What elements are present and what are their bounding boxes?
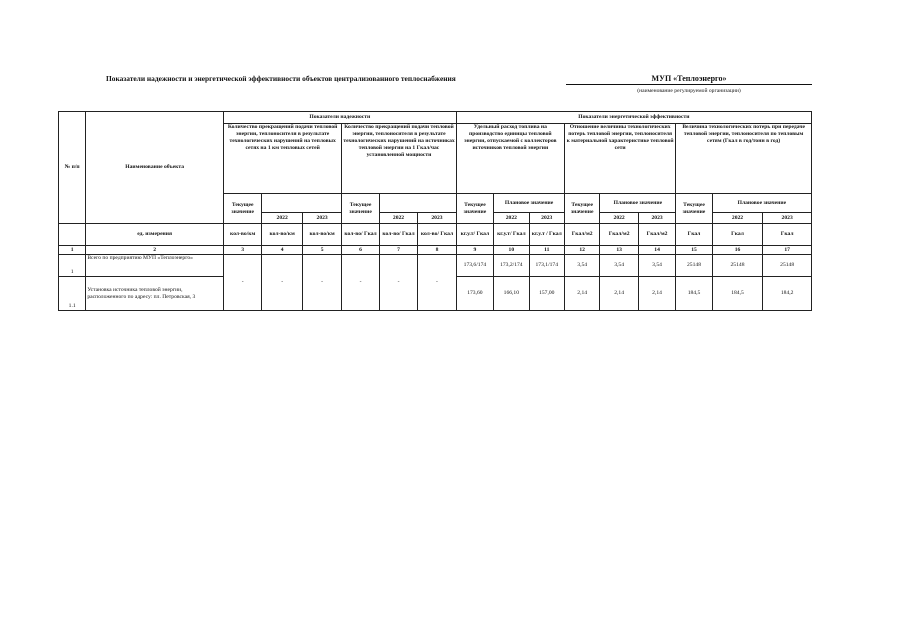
header-current-4: Текущее значение [564,194,599,224]
value-cell: 2,14 [564,277,599,311]
unit-cell: кол-во/км [302,224,341,246]
value-cell: - [302,255,341,311]
header-planned-2 [379,194,456,213]
value-cell: 184,5 [676,277,712,311]
value-cell: 173,1/174 [529,255,564,277]
header-indicator-1: Количество прекращений подачи тепловой энергии, теплоносителя в результате технологических нарушений на тепловых сетях на 1 км тепловых сетей [223,124,341,194]
header-indicator-5: Величина технологических потерь при передаче тепловой энергии, теплоносителя по тепловым сетям (Гкал в год/тонн в год) [676,124,812,194]
unit-cell: кол-во/км [223,224,261,246]
header-indicator-4: Отношение величины технологических потерь тепловой энергии, теплоносителя к материальной характеристике тепловой сети [564,124,675,194]
row-number: 1 [59,255,86,277]
header-efficiency-group: Показатели энергетической эффективности [456,112,811,124]
header-planned-4: Плановое значение [600,194,676,213]
row-object-name: Всего по предприятию МУП «Теплоэнерго» [86,255,224,277]
value-cell: - [223,255,261,311]
value-cell: 173,2/174 [494,255,529,277]
column-number: 11 [529,246,564,255]
units-number-cell [59,224,86,246]
header-object-name: Наименование объекта [86,112,224,224]
unit-cell: кол-во/ Гкал [379,224,417,246]
header-number: № п/п [59,112,86,224]
column-number: 8 [418,246,456,255]
unit-cell: Гкал [676,224,712,246]
indicators-table [58,111,812,311]
unit-cell: Гкал/м2 [600,224,638,246]
header-year-2022: 2022 [262,213,302,224]
value-cell: 166,10 [494,277,529,311]
column-number: 2 [86,246,224,255]
column-number: 3 [223,246,261,255]
header-indicator-2: Количество прекращений подачи тепловой энергии, теплоносителя в результате технологических нарушений на источниках тепловой энергии на 1 Гкал/час установленной мощности [342,124,456,194]
column-number: 13 [600,246,638,255]
header-year-2022: 2022 [712,213,763,224]
header-year-2023: 2023 [418,213,456,224]
unit-cell: Гкал/м2 [564,224,599,246]
column-number: 17 [763,246,812,255]
column-number: 9 [456,246,493,255]
header-reliability-group: Показатели надежности [223,112,456,124]
unit-cell: кол-во/км [262,224,302,246]
value-cell: 25148 [712,255,763,277]
units-label: ед. измерения [86,224,224,246]
column-number: 1 [59,246,86,255]
column-number: 7 [379,246,417,255]
header-year-2023: 2023 [529,213,564,224]
column-numbers-row [59,246,812,255]
row-number: 1.1 [59,277,86,311]
units-row [59,224,812,246]
header-year-2022: 2022 [600,213,638,224]
header-current-2: Текущее значение [342,194,379,224]
value-cell: 2,14 [600,277,638,311]
header-current-1: Текущее значение [223,194,261,224]
column-number: 16 [712,246,763,255]
document-title: Показатели надежности и энергетической эффективности объектов централизованного теплоснабжения [106,74,456,83]
column-number: 5 [302,246,341,255]
value-cell: 157,00 [529,277,564,311]
column-number: 4 [262,246,302,255]
column-number: 10 [494,246,529,255]
unit-cell: Гкал [763,224,812,246]
header-planned-1 [262,194,342,213]
table-row [59,255,812,277]
header-year-2023: 2023 [638,213,675,224]
unit-cell: кг.у.т / Гкал [529,224,564,246]
value-cell: 3,54 [638,255,675,277]
header-current-3: Текущее значение [456,194,493,224]
header-current-5: Текущее значение [676,194,712,224]
header-year-2022: 2022 [494,213,529,224]
unit-cell: Гкал/м2 [638,224,675,246]
header-planned-3: Плановое значение [494,194,565,213]
unit-cell: кг.у.т/ Гкал [494,224,529,246]
unit-cell: Гкал [712,224,763,246]
organization-name: МУП «Теплоэнерго» [566,74,812,85]
row-object-name: Установка источника тепловой энергии, расположенного по адресу: пл. Петровская, 3 [86,277,224,311]
value-cell: 173,6/174 [456,255,493,277]
value-cell: 173,60 [456,277,493,311]
unit-cell: кг.у.т/ Гкал [456,224,493,246]
unit-cell: кол-во/ Гкал [418,224,456,246]
header-indicator-3: Удельный расход топлива на производство единицы тепловой энергии, отпускаемой с коллекторов источников тепловой энергии [456,124,564,194]
column-number: 15 [676,246,712,255]
value-cell: - [418,255,456,311]
column-number: 14 [638,246,675,255]
header-year-2023: 2023 [763,213,812,224]
value-cell: - [262,255,302,311]
column-number: 6 [342,246,379,255]
value-cell: 3,54 [600,255,638,277]
value-cell: - [342,255,379,311]
value-cell: 184,5 [712,277,763,311]
header-planned-5: Плановое значение [712,194,811,213]
value-cell: 3,54 [564,255,599,277]
organization-note: (наименование регулируемой организации) [637,88,741,94]
column-number: 12 [564,246,599,255]
value-cell: 184,2 [763,277,812,311]
value-cell: 2,14 [638,277,675,311]
value-cell: - [379,255,417,311]
header-year-2022: 2022 [379,213,417,224]
value-cell: 25148 [763,255,812,277]
value-cell: 25148 [676,255,712,277]
unit-cell: кол-во/ Гкал [342,224,379,246]
header-year-2023: 2023 [302,213,341,224]
